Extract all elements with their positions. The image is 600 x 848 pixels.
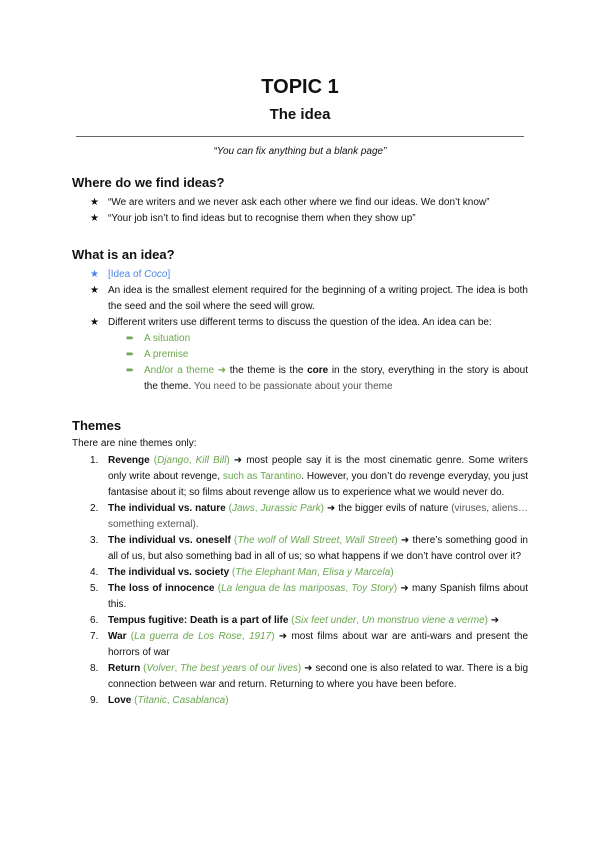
list-item bbox=[90, 195, 528, 211]
theme-number: 8. bbox=[90, 663, 99, 674]
theme-item bbox=[90, 629, 528, 661]
separator: , bbox=[316, 567, 323, 578]
theme-text: many Spanish films about this. bbox=[108, 583, 528, 610]
film-title: The wolf of Wall Street bbox=[237, 535, 340, 546]
star-bullet-icon: ★ bbox=[90, 285, 99, 296]
film-title: Six feet under bbox=[294, 615, 357, 626]
theme-highlight: such as Tarantino bbox=[222, 471, 302, 482]
theme-examples bbox=[131, 695, 228, 706]
list-item bbox=[90, 267, 528, 283]
theme-examples bbox=[231, 535, 398, 546]
theme-name: Revenge bbox=[108, 455, 150, 466]
section-heading-where-ideas: Where do we find ideas? bbox=[72, 175, 225, 190]
where-ideas-list bbox=[72, 195, 528, 227]
theme-text: in the story, everything in the story is about the theme. bbox=[144, 365, 528, 392]
theme-item bbox=[90, 661, 528, 693]
theme-text: second one is also related to war. There is a big connection between war and return. Returning to where you have been before. bbox=[108, 663, 529, 690]
theme-number: 3. bbox=[90, 535, 99, 546]
theme-text: the bigger evils of nature bbox=[338, 503, 452, 514]
list-item bbox=[90, 315, 528, 395]
film-title: La lengua de las mariposas bbox=[221, 583, 346, 594]
film-title: Jurassic Park bbox=[260, 503, 321, 514]
theme-name: The individual vs. oneself bbox=[108, 535, 231, 546]
arrow-bullet-icon: ➨ bbox=[126, 333, 135, 344]
theme-examples bbox=[127, 631, 275, 642]
sublist-item bbox=[126, 331, 528, 347]
list-item-text: “We are writers and we never ask each other where we find our ideas. We don’t know” bbox=[108, 197, 490, 208]
paren: ) bbox=[484, 615, 488, 626]
theme-number: 9. bbox=[90, 695, 99, 706]
theme-examples bbox=[214, 583, 397, 594]
theme-text: there’s something good in all of us, but also something bad in all of us; so what happens if we don’t have control over it? bbox=[108, 535, 528, 562]
core-emphasis: core bbox=[307, 365, 329, 376]
paren: ) bbox=[320, 503, 324, 514]
film-title: Titanic bbox=[137, 695, 167, 706]
arrow-icon: ➜ bbox=[229, 455, 247, 466]
separator: , bbox=[339, 535, 346, 546]
paren: ( bbox=[126, 631, 135, 642]
separator: , bbox=[166, 695, 173, 706]
link-text: ] bbox=[167, 269, 171, 280]
star-bullet-icon: ★ bbox=[90, 317, 99, 328]
separator: , bbox=[241, 631, 249, 642]
page-title: TOPIC 1 bbox=[261, 76, 339, 98]
arrow-icon: ➜ bbox=[323, 503, 339, 514]
theme-item bbox=[90, 613, 528, 629]
arrow-icon: ➜ bbox=[301, 663, 316, 674]
theme-name: Return bbox=[108, 663, 141, 674]
arrow-icon: ➜ bbox=[217, 365, 227, 376]
theme-number: 2. bbox=[90, 503, 99, 514]
theme-name: The individual vs. society bbox=[108, 567, 230, 578]
paren: ( bbox=[214, 583, 222, 594]
separator: , bbox=[345, 583, 352, 594]
film-title: 1917 bbox=[248, 631, 272, 642]
list-item bbox=[90, 211, 528, 227]
title-divider bbox=[76, 136, 524, 137]
film-title: Toy Story bbox=[351, 583, 394, 594]
arrow-bullet-icon: ➨ bbox=[126, 365, 135, 376]
film-title: Django bbox=[157, 455, 189, 466]
theme-number: 7. bbox=[90, 631, 99, 642]
theme-name: Tempus fugitive: Death is a part of life bbox=[108, 615, 289, 626]
separator: , bbox=[254, 503, 261, 514]
paren: ( bbox=[229, 567, 236, 578]
paren: ( bbox=[140, 663, 147, 674]
theme-text: most films about war are anti-wars and present the horrors of war bbox=[108, 631, 529, 658]
link-text: [Idea of bbox=[108, 269, 145, 280]
star-bullet-icon: ★ bbox=[90, 269, 99, 280]
paren: ( bbox=[288, 615, 295, 626]
theme-item bbox=[90, 565, 528, 581]
idea-of-coco-link[interactable] bbox=[108, 269, 170, 280]
sublist-item-text: A premise bbox=[144, 349, 189, 360]
paren: ( bbox=[149, 455, 158, 466]
theme-label: And/or a theme bbox=[144, 365, 215, 376]
idea-terms-sublist bbox=[108, 331, 528, 395]
arrow-icon: ➜ bbox=[397, 535, 413, 546]
theme-text: . However, you don’t do revenge everyday, you just fantasise about it; so films about revenge allow us to experience what we would never do. bbox=[108, 471, 529, 498]
theme-examples bbox=[226, 503, 324, 514]
page-subtitle: The idea bbox=[269, 106, 331, 123]
paren: ) bbox=[226, 455, 230, 466]
list-item bbox=[90, 283, 528, 315]
film-title: Kill Bill bbox=[195, 455, 227, 466]
film-title: Casablanca bbox=[172, 695, 226, 706]
link-italic-title: Coco bbox=[144, 269, 168, 280]
film-title: Wall Street bbox=[345, 535, 395, 546]
theme-item bbox=[90, 693, 528, 709]
theme-text: most people say it is the most cinematic genre. Some writers only write about revenge, bbox=[108, 455, 528, 482]
paren: ( bbox=[225, 503, 232, 514]
theme-examples bbox=[140, 663, 301, 674]
paren: ) bbox=[390, 567, 394, 578]
theme-note: (viruses, aliens… something external). bbox=[108, 503, 529, 530]
epigraph-quote: “You can fix anything but a blank page” bbox=[213, 146, 387, 157]
sublist-item-text: A situation bbox=[144, 333, 191, 344]
arrow-bullet-icon: ➨ bbox=[126, 349, 135, 360]
film-title: The best years of our lives bbox=[180, 663, 298, 674]
theme-number: 4. bbox=[90, 567, 99, 578]
theme-name: The loss of innocence bbox=[108, 583, 215, 594]
themes-intro: There are nine themes only: bbox=[72, 438, 197, 449]
paren: ) bbox=[394, 535, 398, 546]
theme-number: 1. bbox=[90, 455, 99, 466]
star-bullet-icon: ★ bbox=[90, 213, 99, 224]
theme-number: 6. bbox=[90, 615, 99, 626]
theme-item bbox=[90, 501, 528, 533]
separator: , bbox=[174, 663, 181, 674]
theme-name: The individual vs. nature bbox=[108, 503, 226, 514]
list-item-text: “Your job isn’t to find ideas but to recognise them when they show up” bbox=[108, 213, 416, 224]
separator: , bbox=[356, 615, 362, 626]
film-title: The Elephant Man bbox=[235, 567, 317, 578]
theme-text: the theme is the bbox=[226, 365, 308, 376]
paren: ) bbox=[225, 695, 229, 706]
theme-examples bbox=[288, 615, 488, 626]
theme-name: War bbox=[108, 631, 127, 642]
arrow-icon: ➜ bbox=[397, 583, 413, 594]
arrow-icon: ➜ bbox=[487, 615, 500, 626]
star-bullet-icon: ★ bbox=[90, 197, 99, 208]
film-title: Jaws bbox=[231, 503, 255, 514]
paren: ) bbox=[297, 663, 302, 674]
film-title: La guerra de Los Rose bbox=[134, 631, 242, 642]
theme-item bbox=[90, 581, 528, 613]
theme-examples bbox=[150, 455, 230, 466]
paren: ) bbox=[393, 583, 398, 594]
theme-name: Love bbox=[108, 695, 132, 706]
what-is-idea-list bbox=[72, 267, 528, 395]
theme-item bbox=[90, 453, 528, 501]
section-heading-themes: Themes bbox=[72, 418, 122, 433]
list-item-text: An idea is the smallest element required for the beginning of a writing project. The idea is both the seed and the soil where the seed will grow. bbox=[108, 285, 528, 312]
separator: , bbox=[188, 455, 196, 466]
paren: ( bbox=[230, 535, 238, 546]
themes-list bbox=[72, 453, 528, 709]
paren: ) bbox=[271, 631, 275, 642]
sublist-item bbox=[126, 347, 528, 363]
film-title: Elisa y Marcela bbox=[322, 567, 391, 578]
sublist-item bbox=[126, 363, 528, 395]
theme-note: You need to be passionate about your theme bbox=[191, 381, 393, 392]
list-item-text: Different writers use different terms to discuss the question of the idea. An idea can be: bbox=[108, 317, 492, 328]
theme-item bbox=[90, 533, 528, 565]
section-heading-what-is-idea: What is an idea? bbox=[72, 247, 175, 262]
film-title: Volver bbox=[146, 663, 175, 674]
arrow-icon: ➜ bbox=[274, 631, 292, 642]
paren: ( bbox=[131, 695, 138, 706]
theme-examples bbox=[229, 567, 394, 578]
theme-number: 5. bbox=[90, 583, 99, 594]
film-title: Un monstruo viene a verme bbox=[361, 615, 485, 626]
